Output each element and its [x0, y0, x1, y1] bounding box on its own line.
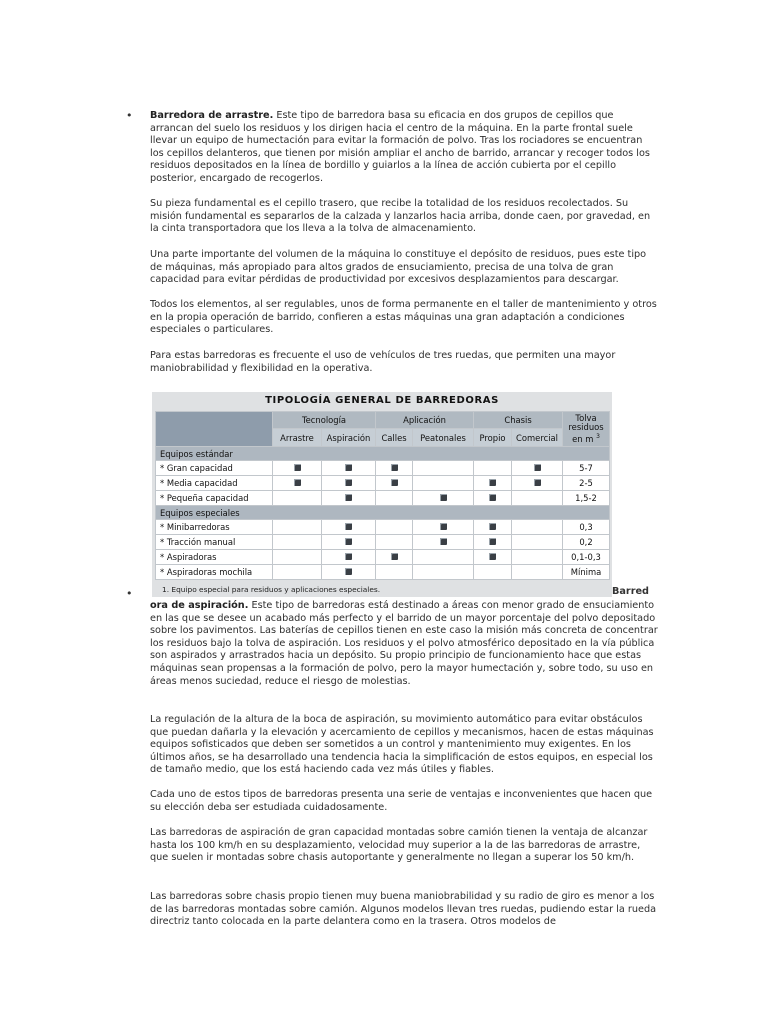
checkbox-mark-icon	[294, 479, 301, 486]
row-label: * Tracción manual	[156, 535, 273, 550]
special-rows	[156, 520, 610, 580]
heading-barredora-arrastre: Barredora de arrastre.	[150, 110, 274, 121]
table-cell	[376, 535, 413, 550]
table-row	[156, 476, 610, 491]
table-cell	[322, 461, 376, 476]
subheader-peatonales: Peatonales	[413, 429, 474, 447]
paragraph-aspiracion-intro-text: Este tipo de barredoras está destinado a áreas con menor grado de ensuciamiento en las que se desee un acabado más perfecto y el barrido de un mayor porcentaje del polvo depositado sobre los pavimentos. Las baterías de cepillos tienen en este caso la misión más concreta de concentrar los residuos bajo la tolva de aspiración. Los residuos y el polvo atmosférico depositado en la vía pública son aspirados y arrastrados hacia un depósito. Su propio principio de funcionamiento hace que estas máquinas sean propensas a la formación de polvo, pero la mayor humectación y, sobre todo, su uso en áreas menos suciedad, reduce el riesgo de molestias.	[150, 600, 658, 687]
tolva-value: 1,5-2	[563, 491, 610, 506]
paragraph-arrastre-intro-text: Este tipo de barredora basa su eficacia en dos grupos de cepillos que arrancan del suelo los residuos y los dirigen hacia el centro de la máquina. En la parte frontal suele llevar un equipo de humectación para evitar la formación de polvo. Tras los rociadores se encuentran los cepillos delanteros, que tienen por misión ampliar el ancho de barrido, arrancar y recoger todos los residuos depositados en la línea de bordillo y guiarlos a la línea de acción cubierta por el cepillo posterior, encargado de recogerlos.	[150, 110, 650, 184]
table-cell	[273, 565, 322, 580]
checkbox-mark-icon	[345, 479, 352, 486]
table-cell	[413, 535, 474, 550]
checkbox-mark-icon	[489, 553, 496, 560]
subheader-propio: Propio	[474, 429, 512, 447]
checkbox-mark-icon	[440, 523, 447, 530]
checkbox-mark-icon	[489, 479, 496, 486]
table-cell	[413, 461, 474, 476]
paragraph-tres-ruedas: Para estas barredoras es frecuente el uso de vehículos de tres ruedas, que permiten una mayor maniobrabilidad y flexibilidad en la operativa.	[150, 350, 616, 374]
table-row	[156, 535, 610, 550]
paragraph-cepillo-trasero: Su pieza fundamental es el cepillo trasero, que recibe la totalidad de los residuos recolectados. Su misión fundamental es separarlos de la calzada y lanzarlos hacia arriba, donde caen, por gravedad, en la cinta transportadora que los lleva a la tolva de almacenamiento.	[150, 198, 651, 235]
section-equipos-especiales: Equipos especiales	[156, 506, 610, 520]
tolva-value: 5-7	[563, 461, 610, 476]
tolva-value: 0,2	[563, 535, 610, 550]
table-cell	[413, 476, 474, 491]
table-cell	[512, 550, 563, 565]
table-row	[156, 565, 610, 580]
bullet-barredora-arrastre: •	[126, 109, 133, 122]
table-cell	[474, 550, 512, 565]
group-header-aplicacion: Aplicación	[376, 412, 474, 429]
subheader-aspiracion: Aspiración	[322, 429, 376, 447]
table-cell	[322, 565, 376, 580]
paragraph-gran-capacidad-camion: Las barredoras de aspiración de gran capacidad montadas sobre camión tienen la ventaja de alcanzar hasta los 100 km/h en su desplazamiento, velocidad muy superior a la de las barredoras de arrastre, que suelen ir montadas sobre chasis autoportante y generalmente no llegan a superar los 50 km/h.	[150, 827, 648, 864]
checkbox-mark-icon	[489, 494, 496, 501]
checkbox-mark-icon	[534, 479, 541, 486]
table-cell	[376, 550, 413, 565]
table-title: TIPOLOGÍA GENERAL DE BARREDORAS	[265, 395, 499, 406]
table-cell	[376, 491, 413, 506]
table-cell	[474, 565, 512, 580]
paragraph-elementos-regulables: Todos los elementos, al ser regulables, unos de forma permanente en el taller de mantenimiento y otros en la propia operación de barrido, confieren a estas máquinas una gran adaptación a condiciones especiales o particulares.	[150, 299, 657, 336]
table-cell	[413, 565, 474, 580]
paragraph-regulacion-altura: La regulación de la altura de la boca de aspiración, su movimiento automático para evitar obstáculos que puedan dañarla y la elevación y acercamiento de cepillos y mecanismos, hacen de estas máquinas equipos sofisticados que deben ser sometidos a un control y mantenimiento muy exigentes. En los últimos años, se ha desarrollado una tendencia hacia la simplificación de estos equipos, en especial los de tamaño medio, que los está haciendo cada vez más útiles y fiables.	[150, 714, 654, 776]
table-row	[156, 520, 610, 535]
checkbox-mark-icon	[345, 523, 352, 530]
table-cell	[512, 520, 563, 535]
table-cell	[322, 491, 376, 506]
table-row	[156, 491, 610, 506]
table-cell	[474, 535, 512, 550]
table-corner	[156, 412, 273, 447]
paragraph-ventajas-inconvenientes: Cada uno de estos tipos de barredoras presenta una serie de ventajas e inconvenientes que hacen que su elección deba ser estudiada cuidadosamente.	[150, 789, 653, 813]
heading-barredora-aspiracion-start: Barred	[612, 586, 649, 597]
table-cell	[512, 491, 563, 506]
subheader-comercial: Comercial	[512, 429, 563, 447]
checkbox-mark-icon	[440, 538, 447, 545]
table-cell	[376, 461, 413, 476]
tolva-value: 0,1-0,3	[563, 550, 610, 565]
table-footnote: 1. Equipo especial para residuos y aplicaciones especiales.	[162, 585, 381, 594]
checkbox-mark-icon	[345, 464, 352, 471]
table-cell	[413, 491, 474, 506]
paragraph-chasis-propio: Las barredoras sobre chasis propio tienen muy buena maniobrabilidad y su radio de giro es menor a los de las barredoras montadas sobre camión. Algunos modelos llevan tres ruedas, pudiendo estar la rueda directriz tanto colocada en la parte delantera como en la trasera. Otros modelos de	[150, 891, 657, 928]
checkbox-mark-icon	[345, 553, 352, 560]
table-cell	[512, 565, 563, 580]
table-figure-tipologia	[152, 392, 612, 597]
table-cell	[273, 476, 322, 491]
table-cell	[512, 535, 563, 550]
table-cell	[322, 550, 376, 565]
row-label: * Minibarredoras	[156, 520, 273, 535]
table-cell	[512, 461, 563, 476]
table-cell	[474, 476, 512, 491]
tolva-value: Mínima	[563, 565, 610, 580]
paragraph-deposito-residuos: Una parte importante del volumen de la máquina lo constituye el depósito de residuos, pues este tipo de máquinas, más apropiado para altos grados de ensuciamiento, precisa de una tolva de gran capacidad para evitar pérdidas de productividad por excesivos desplazamientos para descargar.	[150, 249, 647, 286]
table-cell	[273, 550, 322, 565]
table-cell	[322, 520, 376, 535]
group-header-chasis: Chasis	[474, 412, 563, 429]
table-cell	[474, 461, 512, 476]
table-cell	[273, 491, 322, 506]
tolva-value: 0,3	[563, 520, 610, 535]
checkbox-mark-icon	[391, 553, 398, 560]
table-cell	[376, 565, 413, 580]
subheader-calles: Calles	[376, 429, 413, 447]
bullet-barredora-aspiracion: •	[126, 587, 133, 600]
standard-rows	[156, 461, 610, 506]
checkbox-mark-icon	[489, 538, 496, 545]
paragraph-arrastre-intro	[150, 110, 658, 186]
row-label: * Aspiradoras	[156, 550, 273, 565]
checkbox-mark-icon	[345, 494, 352, 501]
table-cell	[322, 476, 376, 491]
table-cell	[273, 461, 322, 476]
checkbox-mark-icon	[440, 494, 447, 501]
checkbox-mark-icon	[391, 464, 398, 471]
table-cell	[322, 535, 376, 550]
paragraph-aspiracion-intro	[150, 600, 658, 688]
tipologia-table	[155, 411, 610, 580]
table-cell	[273, 520, 322, 535]
section-equipos-estandar: Equipos estándar	[156, 447, 610, 461]
checkbox-mark-icon	[534, 464, 541, 471]
table-cell	[376, 520, 413, 535]
row-label: * Aspiradoras mochila	[156, 565, 273, 580]
row-label: * Gran capacidad	[156, 461, 273, 476]
table-cell	[474, 491, 512, 506]
subheader-arrastre: Arrastre	[273, 429, 322, 447]
tolva-value: 2-5	[563, 476, 610, 491]
table-cell	[376, 476, 413, 491]
checkbox-mark-icon	[391, 479, 398, 486]
table-cell	[273, 535, 322, 550]
heading-barredora-aspiracion-end: ora de aspiración.	[150, 600, 249, 611]
table-cell	[512, 476, 563, 491]
table-cell	[413, 520, 474, 535]
group-header-tecnologia: Tecnología	[273, 412, 376, 429]
group-header-tolva: Tolva residuos en m $^3$	[563, 412, 610, 447]
row-label: * Pequeña capacidad	[156, 491, 273, 506]
checkbox-mark-icon	[489, 523, 496, 530]
table-row	[156, 550, 610, 565]
table-cell	[413, 550, 474, 565]
row-label: * Media capacidad	[156, 476, 273, 491]
table-row	[156, 461, 610, 476]
checkbox-mark-icon	[345, 568, 352, 575]
table-cell	[474, 520, 512, 535]
checkbox-mark-icon	[345, 538, 352, 545]
checkbox-mark-icon	[294, 464, 301, 471]
